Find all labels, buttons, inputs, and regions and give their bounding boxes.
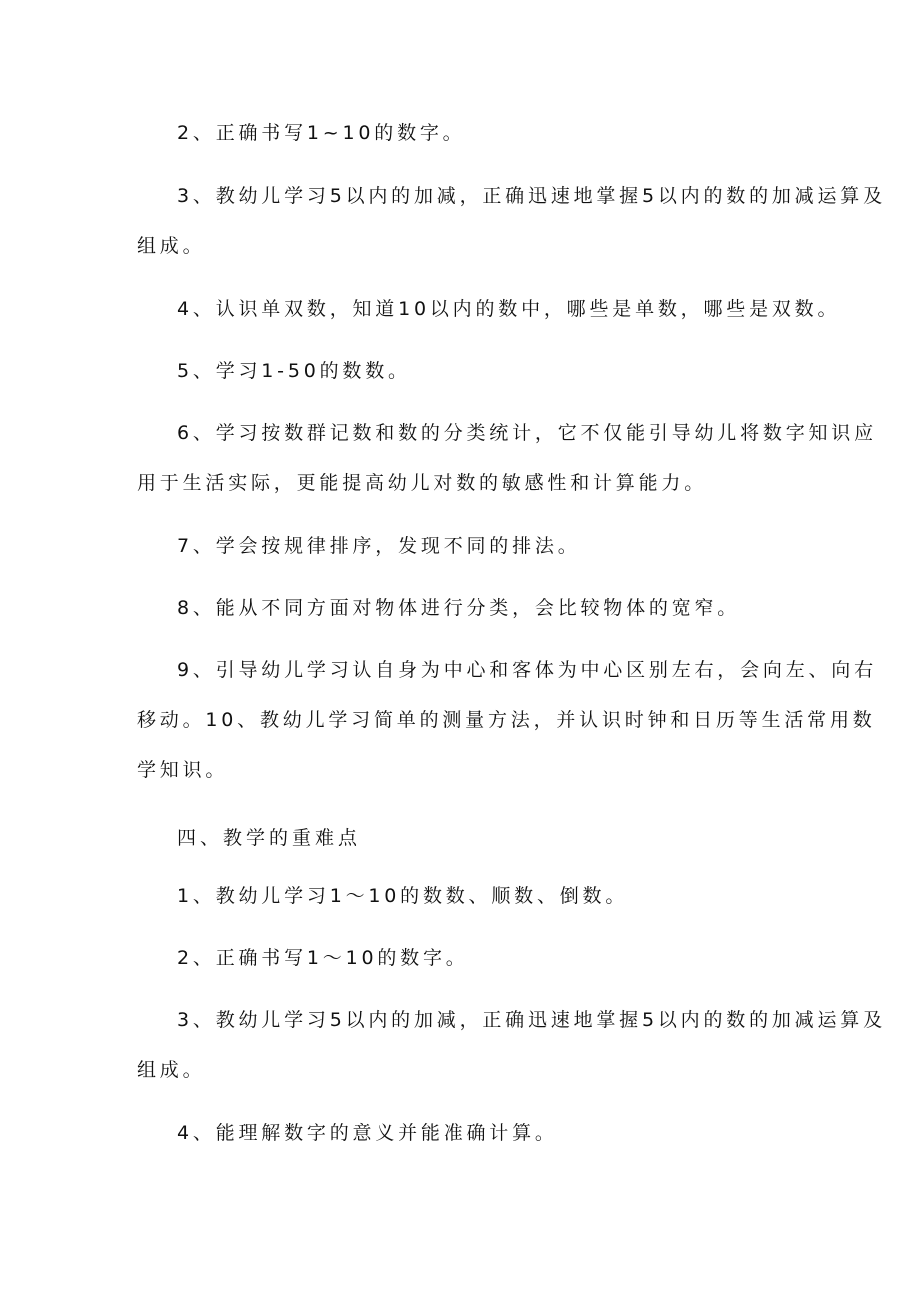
item-9-line-3: 学知识。 xyxy=(137,759,229,781)
item-9-line-2: 移动。10、教幼儿学习简单的测量方法，并认识时钟和日历等生活常用数 xyxy=(137,709,876,731)
item-2-line-1: 2、正确书写1~10的数字。 xyxy=(177,122,466,144)
item-5-line-1: 5、学习1-50的数数。 xyxy=(177,360,411,382)
key-point-3-line-2: 组成。 xyxy=(137,1059,206,1081)
item-4-line-1: 4、认识单双数，知道10以内的数中，哪些是单数，哪些是双数。 xyxy=(177,298,841,320)
item-6-line-1: 6、学习按数群记数和数的分类统计，它不仅能引导幼儿将数字知识应 xyxy=(177,422,877,444)
key-point-4: 4、能理解数字的意义并能准确计算。 xyxy=(177,1122,558,1144)
item-3-line-1: 3、教幼儿学习5以内的加减，正确迅速地掌握5以内的数的加减运算及 xyxy=(177,185,886,207)
item-7-line-1: 7、学会按规律排序，发现不同的排法。 xyxy=(177,535,581,557)
item-3-line-2: 组成。 xyxy=(137,235,206,257)
item-9-line-1: 9、引导幼儿学习认自身为中心和客体为中心区别左右，会向左、向右 xyxy=(177,659,877,681)
key-point-3-line-1: 3、教幼儿学习5以内的加减，正确迅速地掌握5以内的数的加减运算及 xyxy=(177,1009,886,1031)
item-6-line-2: 用于生活实际，更能提高幼儿对数的敏感性和计算能力。 xyxy=(137,472,708,494)
item-8-line-1: 8、能从不同方面对物体进行分类，会比较物体的宽窄。 xyxy=(177,597,741,619)
key-point-2: 2、正确书写1～10的数字。 xyxy=(177,947,469,969)
key-point-1: 1、教幼儿学习1～10的数数、顺数、倒数。 xyxy=(177,885,629,907)
section-heading: 四、教学的重难点 xyxy=(177,827,362,849)
